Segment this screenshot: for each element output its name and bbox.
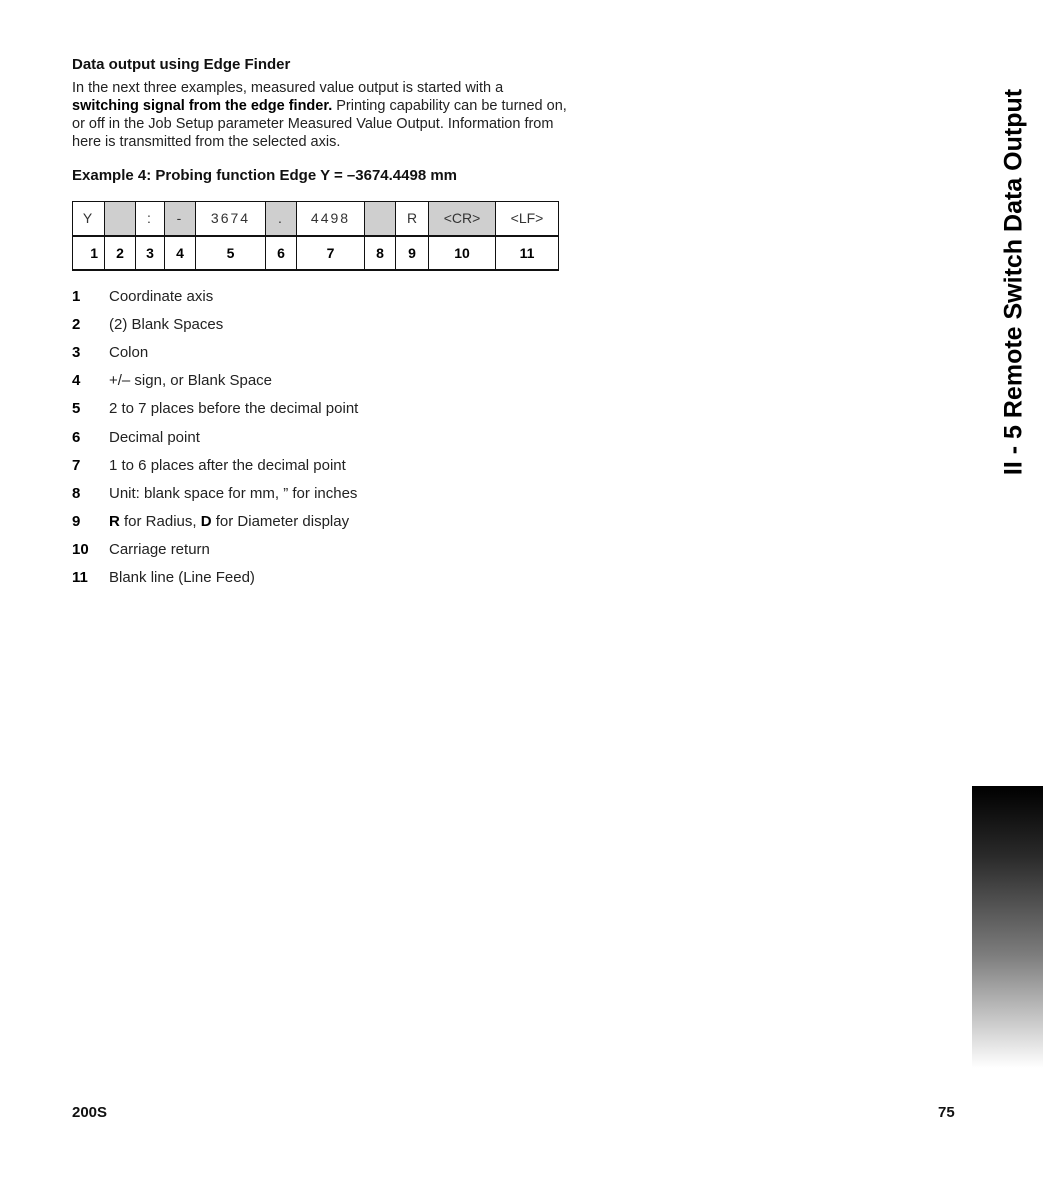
legend-number: 7 (72, 456, 81, 474)
legend-text: Unit: blank space for mm, ” for inches (109, 484, 358, 502)
legend-text-tail: for Diameter display (211, 513, 350, 531)
legend-bold-r: R (109, 513, 120, 531)
legend-item (72, 310, 358, 338)
legend-number: 8 (72, 484, 81, 502)
number-cell: 5 (196, 236, 266, 270)
legend-number: 10 (72, 541, 89, 559)
number-cell: 10 (429, 236, 496, 270)
number-cell: 6 (266, 236, 297, 270)
number-cell: 2 (105, 236, 136, 270)
intro-bold-text: switching signal from the edge finder. (72, 98, 333, 114)
value-cell (365, 202, 396, 236)
legend-bold-d: D (200, 513, 212, 531)
value-cell: R (396, 202, 429, 236)
page-number: 75 (938, 1104, 955, 1121)
legend-text: Coordinate axis (109, 287, 214, 305)
legend-list (72, 282, 358, 592)
legend-number: 11 (72, 569, 88, 587)
format-numbers-row (73, 236, 559, 270)
legend-text: Carriage return (109, 541, 210, 559)
legend-text: 2 to 7 places before the decimal point (109, 400, 359, 418)
legend-item (72, 367, 358, 395)
value-cell: Y (73, 202, 105, 236)
legend-item (72, 395, 358, 423)
side-chapter-title: II - 5 Remote Switch Data Output (999, 88, 1028, 476)
legend-item (72, 282, 358, 310)
legend-text: Blank line (Line Feed) (109, 569, 255, 587)
legend-number: 3 (72, 343, 81, 361)
number-cell: 4 (165, 236, 196, 270)
legend-item (72, 451, 358, 479)
section-heading: Data output using Edge Finder (72, 56, 291, 73)
legend-item (72, 536, 358, 564)
intro-text-1: In the next three examples, measured value output is started with a (72, 80, 504, 96)
legend-number: 6 (72, 428, 81, 446)
legend-item (72, 564, 358, 592)
number-cell: 1 (73, 236, 105, 270)
legend-item (72, 423, 358, 451)
value-cell (105, 202, 136, 236)
legend-text: +/– sign, or Blank Space (109, 372, 273, 390)
number-cell: 8 (365, 236, 396, 270)
value-cell: : (136, 202, 165, 236)
intro-paragraph (72, 79, 572, 151)
number-cell: 9 (396, 236, 429, 270)
footer-model: 200S (72, 1104, 108, 1121)
legend-number: 4 (72, 372, 81, 390)
legend-number: 2 (72, 315, 81, 333)
legend-text-mid: for Radius, (119, 513, 201, 531)
value-cell: - (165, 202, 196, 236)
number-cell: 3 (136, 236, 165, 270)
legend-text: Decimal point (109, 428, 200, 446)
legend-item (72, 508, 358, 536)
legend-number: 9 (72, 513, 81, 531)
legend-text (109, 513, 349, 530)
legend-number: 5 (72, 400, 81, 418)
format-values-row (73, 202, 559, 236)
value-cell: <CR> (429, 202, 496, 236)
legend-item (72, 338, 358, 366)
intro-text-2: Printing capability can be turned on, or off in the Job Setup parameter Measured Value Output. Information from here is transmitted from the selected axis. (72, 98, 567, 150)
legend-text: 1 to 6 places after the decimal point (109, 456, 346, 474)
example-title: Example 4: Probing function Edge Y = –3674.4498 mm (72, 167, 458, 184)
format-table (72, 201, 559, 271)
legend-text: Colon (109, 343, 149, 361)
value-cell: 3674 (196, 202, 266, 236)
legend-number: 1 (72, 287, 81, 305)
legend-text: (2) Blank Spaces (109, 315, 224, 333)
value-cell: <LF> (496, 202, 559, 236)
chapter-tab-gradient (972, 786, 1043, 1068)
value-cell: . (266, 202, 297, 236)
legend-item (72, 479, 358, 507)
value-cell: 4498 (297, 202, 365, 236)
number-cell: 11 (496, 236, 559, 270)
number-cell: 7 (297, 236, 365, 270)
